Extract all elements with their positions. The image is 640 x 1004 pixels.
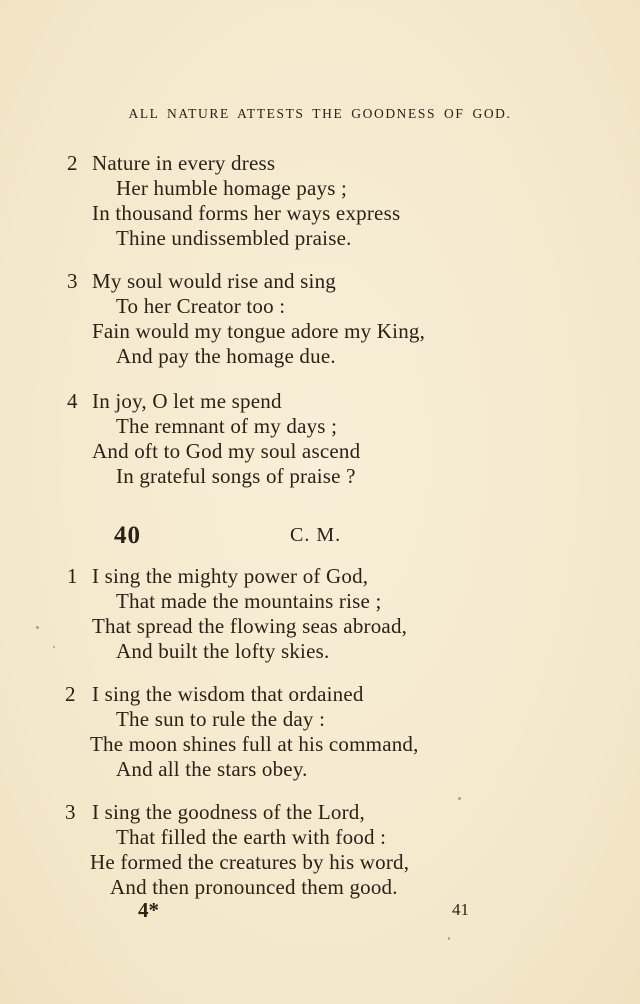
- hymn-heading: [0, 522, 640, 552]
- verse-line: I sing the mighty power of God,: [92, 564, 369, 588]
- verse-line: Thine undissembled praise.: [116, 226, 352, 250]
- verse-line: Nature in every dress: [92, 151, 276, 175]
- verse-line: In joy, O let me spend: [92, 389, 282, 413]
- stanza-number: 3: [65, 800, 76, 824]
- running-head: ALL NATURE ATTESTS THE GOODNESS OF GOD.: [128, 106, 512, 121]
- verse-line: My soul would rise and sing: [92, 269, 336, 293]
- print-speck: [53, 646, 55, 648]
- verse-line: The moon shines full at his command,: [90, 732, 419, 756]
- verse-line: And oft to God my soul ascend: [92, 439, 361, 463]
- stanza-number: 3: [67, 269, 78, 293]
- hymn-number: 40: [114, 522, 141, 549]
- hymn-meter: C. M.: [290, 524, 342, 546]
- verse-line: That made the mountains rise ;: [116, 589, 382, 613]
- stanza-number: 2: [65, 682, 76, 706]
- verse-line: And then pronounced them good.: [110, 875, 398, 899]
- verse-line: He formed the creatures by his word,: [90, 850, 410, 874]
- print-speck: [36, 626, 39, 629]
- verse-line: I sing the goodness of the Lord,: [92, 800, 365, 824]
- verse-line: And pay the homage due.: [116, 344, 336, 368]
- verse-line: The remnant of my days ;: [116, 414, 338, 438]
- signature-mark: 4*: [138, 898, 159, 922]
- verse-line: In thousand forms her ways express: [92, 201, 401, 225]
- verse-line: To her Creator too :: [116, 294, 286, 318]
- verse-line: Fain would my tongue adore my King,: [92, 319, 426, 343]
- stanza-number: 4: [67, 389, 78, 413]
- verse-line: That spread the flowing seas abroad,: [92, 614, 408, 638]
- stanza-number: 2: [67, 151, 78, 175]
- verse-line: I sing the wisdom that ordained: [92, 682, 364, 706]
- verse-line: And built the lofty skies.: [116, 639, 330, 663]
- print-speck: [458, 797, 461, 800]
- verse-line: Her humble homage pays ;: [116, 176, 348, 200]
- stanza-number: 1: [67, 564, 78, 588]
- verse-line: The sun to rule the day :: [116, 707, 326, 731]
- print-speck: [448, 937, 450, 940]
- verse-line: In grateful songs of praise ?: [116, 464, 356, 488]
- verse-line: That filled the earth with food :: [116, 825, 387, 849]
- page-number: 41: [452, 900, 469, 919]
- verse-line: And all the stars obey.: [116, 757, 308, 781]
